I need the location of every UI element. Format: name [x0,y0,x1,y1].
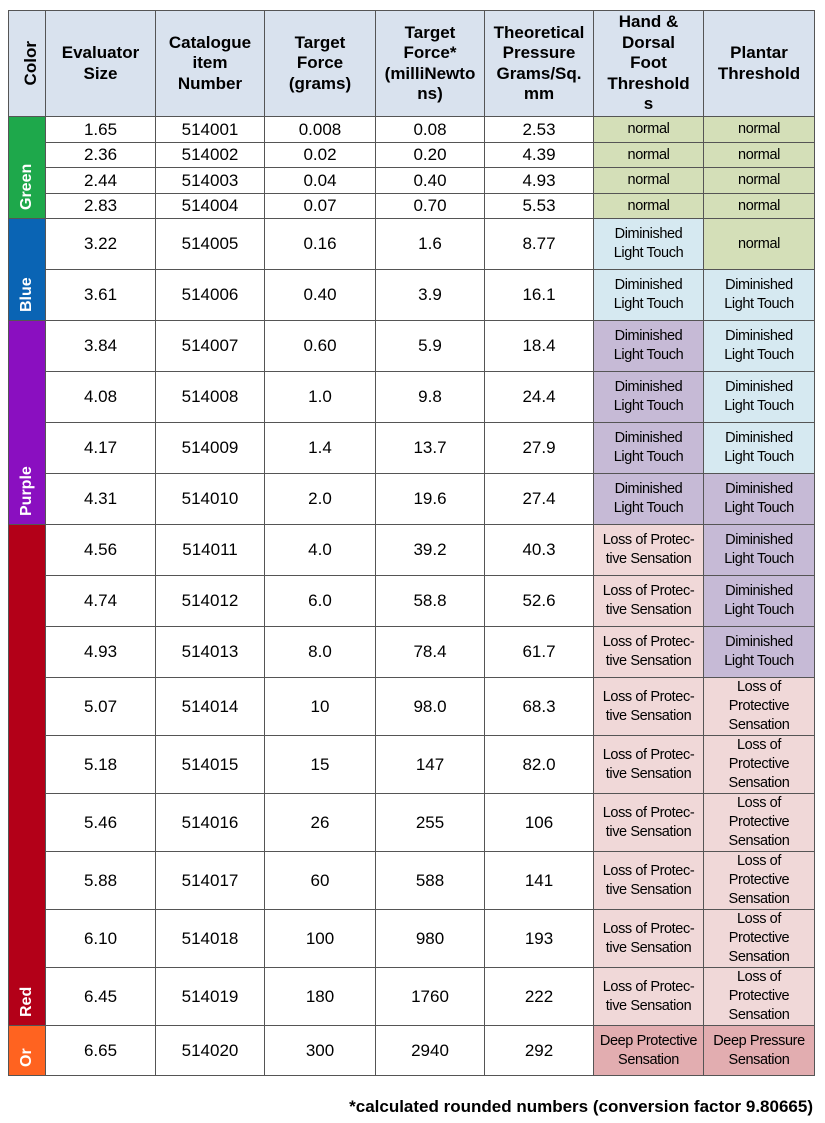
cell-catalogue: 514001 [156,117,265,143]
cell-catalogue: 514006 [156,270,265,321]
header-target-force-mn [376,11,485,117]
table-row [9,270,815,321]
cell-size: 6.45 [46,968,156,1026]
cell-hand-threshold: normal [594,117,704,143]
cell-plantar-threshold: normal [704,143,815,168]
header-row [9,11,815,117]
cell-hand-threshold: normal [594,143,704,168]
color-group-or [9,1026,46,1076]
cell-hand-threshold: Deep Protective Sensation [594,1026,704,1076]
cell-force-mn: 255 [376,794,485,852]
cell-plantar-threshold: Diminished Light Touch [704,270,815,321]
cell-catalogue: 514017 [156,852,265,910]
cell-plantar-threshold: Diminished Light Touch [704,474,815,525]
cell-hand-threshold: Loss of Protec- tive Sensation [594,794,704,852]
cell-force-g: 6.0 [265,576,376,627]
cell-pressure: 4.93 [485,168,594,194]
table-row [9,910,815,968]
cell-plantar-threshold: Loss of Protective Sensation [704,910,815,968]
cell-size: 4.08 [46,372,156,423]
color-group-label: Green [18,163,35,210]
cell-pressure: 40.3 [485,525,594,576]
footnote: *calculated rounded numbers (conversion factor 9.80665) [349,1097,813,1116]
cell-size: 6.65 [46,1026,156,1076]
cell-catalogue: 514019 [156,968,265,1026]
cell-size: 4.93 [46,627,156,678]
cell-force-g: 10 [265,678,376,736]
header-label: Evaluator Size [61,43,140,83]
cell-hand-threshold: Diminished Light Touch [594,474,704,525]
cell-size: 5.07 [46,678,156,736]
cell-force-g: 0.008 [265,117,376,143]
cell-catalogue: 514005 [156,219,265,270]
cell-pressure: 16.1 [485,270,594,321]
cell-pressure: 8.77 [485,219,594,270]
cell-size: 5.18 [46,736,156,794]
cell-force-g: 15 [265,736,376,794]
header-evaluator-size [46,11,156,117]
cell-plantar-threshold: Loss of Protective Sensation [704,968,815,1026]
color-group-blue [9,219,46,321]
cell-catalogue: 514007 [156,321,265,372]
cell-force-g: 0.16 [265,219,376,270]
cell-pressure: 52.6 [485,576,594,627]
cell-force-mn: 98.0 [376,678,485,736]
cell-pressure: 27.9 [485,423,594,474]
cell-catalogue: 514003 [156,168,265,194]
cell-size: 2.44 [46,168,156,194]
cell-plantar-threshold: normal [704,168,815,194]
cell-hand-threshold: normal [594,194,704,219]
cell-size: 4.74 [46,576,156,627]
cell-force-g: 100 [265,910,376,968]
cell-size: 6.10 [46,910,156,968]
cell-force-mn: 147 [376,736,485,794]
cell-size: 4.17 [46,423,156,474]
table-row [9,852,815,910]
cell-force-mn: 58.8 [376,576,485,627]
cell-size: 5.88 [46,852,156,910]
cell-force-mn: 39.2 [376,525,485,576]
cell-catalogue: 514010 [156,474,265,525]
table-row [9,194,815,219]
cell-plantar-threshold: Loss of Protective Sensation [704,678,815,736]
cell-pressure: 4.39 [485,143,594,168]
cell-hand-threshold: Loss of Protec- tive Sensation [594,576,704,627]
cell-catalogue: 514004 [156,194,265,219]
cell-catalogue: 514002 [156,143,265,168]
cell-force-mn: 13.7 [376,423,485,474]
cell-catalogue: 514012 [156,576,265,627]
cell-force-g: 1.0 [265,372,376,423]
table-row [9,423,815,474]
cell-hand-threshold: Loss of Protec- tive Sensation [594,852,704,910]
cell-plantar-threshold: Diminished Light Touch [704,576,815,627]
cell-size: 1.65 [46,117,156,143]
cell-catalogue: 514013 [156,627,265,678]
cell-plantar-threshold: Diminished Light Touch [704,627,815,678]
cell-hand-threshold: Loss of Protec- tive Sensation [594,627,704,678]
cell-size: 4.56 [46,525,156,576]
cell-force-mn: 588 [376,852,485,910]
cell-force-mn: 1.6 [376,219,485,270]
color-group-green [9,117,46,219]
table-row [9,794,815,852]
cell-force-mn: 9.8 [376,372,485,423]
cell-force-mn: 0.08 [376,117,485,143]
cell-plantar-threshold: Diminished Light Touch [704,372,815,423]
cell-force-g: 180 [265,968,376,1026]
cell-catalogue: 514008 [156,372,265,423]
cell-pressure: 222 [485,968,594,1026]
header-label: Target Force* (milliNewto ns) [384,22,476,103]
cell-catalogue: 514020 [156,1026,265,1076]
cell-size: 2.83 [46,194,156,219]
cell-plantar-threshold: Deep Pressure Sensation [704,1026,815,1076]
cell-pressure: 82.0 [485,736,594,794]
cell-hand-threshold: Loss of Protec- tive Sensation [594,968,704,1026]
cell-force-mn: 0.20 [376,143,485,168]
header-color-label: Color [20,41,40,86]
cell-catalogue: 514011 [156,525,265,576]
cell-force-mn: 1760 [376,968,485,1026]
cell-size: 3.61 [46,270,156,321]
cell-hand-threshold: Diminished Light Touch [594,321,704,372]
cell-force-mn: 5.9 [376,321,485,372]
color-group-label: Purple [18,466,35,516]
cell-catalogue: 514014 [156,678,265,736]
cell-pressure: 68.3 [485,678,594,736]
cell-force-g: 0.04 [265,168,376,194]
table-row [9,143,815,168]
table-row [9,627,815,678]
monofilament-table [8,10,815,1076]
cell-hand-threshold: Loss of Protec- tive Sensation [594,678,704,736]
header-label: Catalogue item Number [168,32,252,93]
cell-plantar-threshold: Diminished Light Touch [704,423,815,474]
table-row [9,474,815,525]
cell-size: 5.46 [46,794,156,852]
cell-hand-threshold: Diminished Light Touch [594,219,704,270]
cell-plantar-threshold: Diminished Light Touch [704,525,815,576]
cell-catalogue: 514009 [156,423,265,474]
cell-pressure: 5.53 [485,194,594,219]
cell-pressure: 141 [485,852,594,910]
cell-force-mn: 980 [376,910,485,968]
cell-pressure: 292 [485,1026,594,1076]
cell-catalogue: 514016 [156,794,265,852]
cell-plantar-threshold: normal [704,219,815,270]
cell-force-mn: 0.70 [376,194,485,219]
cell-force-mn: 0.40 [376,168,485,194]
table-row [9,678,815,736]
table-row [9,219,815,270]
cell-plantar-threshold: Diminished Light Touch [704,321,815,372]
table-row [9,736,815,794]
cell-hand-threshold: Diminished Light Touch [594,270,704,321]
color-group-label: Or [18,1048,35,1067]
cell-hand-threshold: Loss of Protec- tive Sensation [594,910,704,968]
color-group-label: Blue [18,277,35,312]
cell-force-g: 0.02 [265,143,376,168]
cell-size: 3.84 [46,321,156,372]
cell-hand-threshold: Loss of Protec- tive Sensation [594,525,704,576]
cell-size: 3.22 [46,219,156,270]
cell-pressure: 18.4 [485,321,594,372]
cell-hand-threshold: Diminished Light Touch [594,372,704,423]
table-row [9,321,815,372]
table-row [9,576,815,627]
cell-hand-threshold: Loss of Protec- tive Sensation [594,736,704,794]
cell-force-g: 0.60 [265,321,376,372]
cell-size: 2.36 [46,143,156,168]
header-label: Target Force (grams) [288,32,352,93]
cell-catalogue: 514018 [156,910,265,968]
header-label: Theoretical Pressure Grams/Sq. mm [493,22,585,103]
cell-force-mn: 2940 [376,1026,485,1076]
cell-force-g: 300 [265,1026,376,1076]
cell-force-g: 1.4 [265,423,376,474]
header-label: Plantar Threshold [717,43,801,83]
color-group-purple [9,321,46,525]
cell-plantar-threshold: Loss of Protective Sensation [704,794,815,852]
cell-plantar-threshold: normal [704,194,815,219]
cell-pressure: 24.4 [485,372,594,423]
header-color [9,11,46,117]
header-catalogue [156,11,265,117]
header-label: Hand & Dorsal Foot Threshold s [607,12,690,114]
cell-hand-threshold: Diminished Light Touch [594,423,704,474]
cell-force-g: 60 [265,852,376,910]
cell-force-g: 0.07 [265,194,376,219]
table-body [9,117,815,1076]
cell-force-g: 26 [265,794,376,852]
color-group-red [9,525,46,1026]
cell-force-g: 4.0 [265,525,376,576]
table-row [9,117,815,143]
cell-plantar-threshold: Loss of Protective Sensation [704,736,815,794]
cell-plantar-threshold: normal [704,117,815,143]
cell-pressure: 193 [485,910,594,968]
cell-force-g: 8.0 [265,627,376,678]
cell-force-g: 2.0 [265,474,376,525]
header-hand-threshold [594,11,704,117]
color-group-label: Red [18,986,35,1017]
table-row [9,1026,815,1076]
cell-hand-threshold: normal [594,168,704,194]
cell-force-g: 0.40 [265,270,376,321]
header-target-force-grams [265,11,376,117]
cell-force-mn: 78.4 [376,627,485,678]
cell-pressure: 106 [485,794,594,852]
cell-pressure: 2.53 [485,117,594,143]
cell-force-mn: 19.6 [376,474,485,525]
cell-pressure: 27.4 [485,474,594,525]
cell-force-mn: 3.9 [376,270,485,321]
cell-plantar-threshold: Loss of Protective Sensation [704,852,815,910]
cell-size: 4.31 [46,474,156,525]
table-row [9,968,815,1026]
table-row [9,372,815,423]
table-row [9,525,815,576]
cell-pressure: 61.7 [485,627,594,678]
header-pressure [485,11,594,117]
cell-catalogue: 514015 [156,736,265,794]
table-row [9,168,815,194]
header-plantar-threshold [704,11,815,117]
